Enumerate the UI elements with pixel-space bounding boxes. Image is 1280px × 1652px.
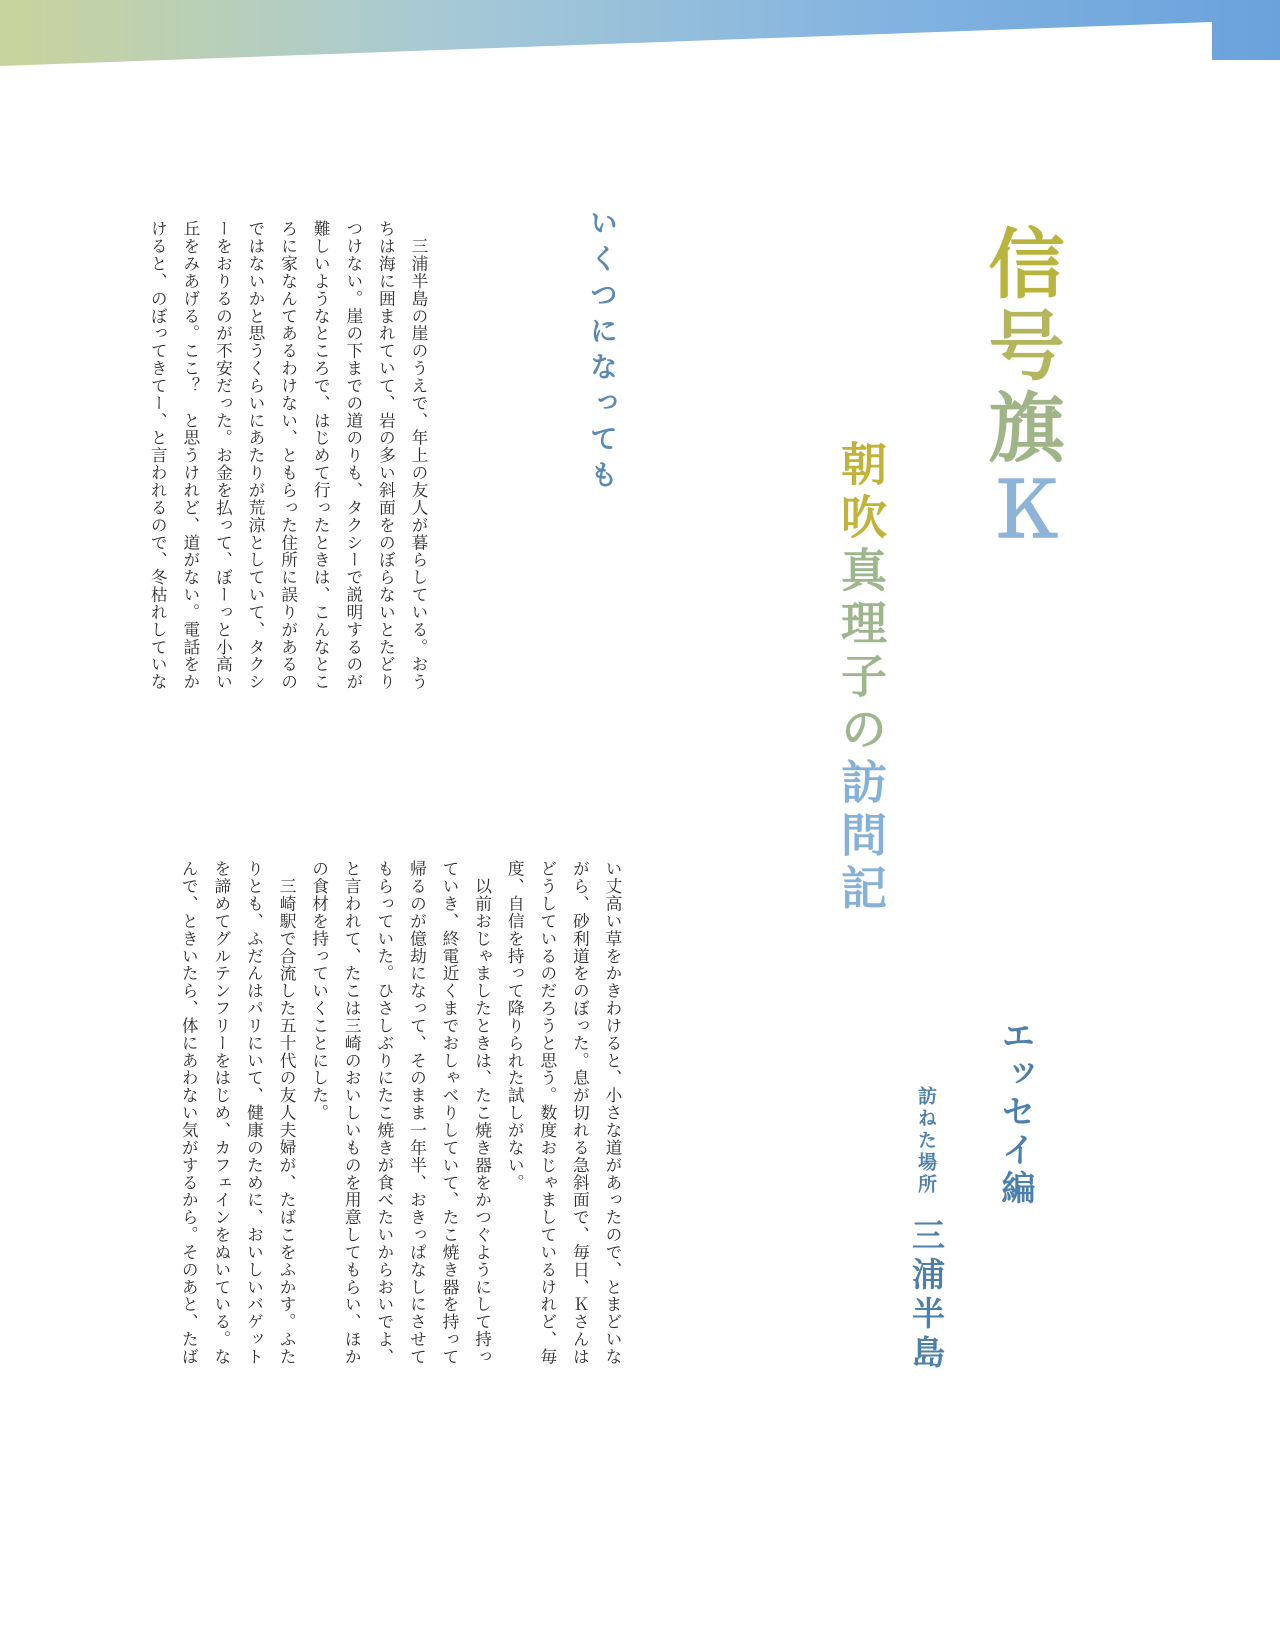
visited-place-label: 訪ねた場所 bbox=[915, 1086, 937, 1196]
body-text-upper: 三浦半島の崖のうえで、年上の友人が暮らしている。おう ちは海に囲まれていて、岩の多い斜面をのぼらないとたどり つけない。崖の下までの道のりも、タクシーで説明するのが 難しいようなところで、はじめて行ったときは、こんなとこ ろに家なんてあるわけない、ともらった住所に誤りがあるの ではないかと思うくらいにあたりが荒涼としていて、タクシ ーをおりるのが不安だった。お金を払って、ぼーっと小高い 丘をみあげる。ここ？ と思うけれど、道がない。電話をか けると、のぼってきてー、と言われるので、冬枯れしていな bbox=[148, 220, 429, 691]
title-char-4: Ｋ bbox=[976, 470, 1065, 552]
title-char-1: 信 bbox=[976, 224, 1065, 306]
subtitle-part-1: 朝吹 bbox=[834, 440, 888, 546]
article-subtitle bbox=[834, 440, 888, 917]
section-heading: いくつになっても bbox=[586, 208, 619, 496]
title-char-2: 号 bbox=[976, 306, 1065, 388]
essay-label: エッセイ編 bbox=[995, 1018, 1035, 1208]
title-char-3: 旗 bbox=[976, 388, 1065, 470]
subtitle-part-2: 真理子の bbox=[834, 546, 888, 758]
header-gradient-band bbox=[0, 0, 1280, 66]
magazine-title bbox=[976, 224, 1065, 552]
subtitle-part-3: 訪問記 bbox=[834, 758, 888, 917]
visited-place-name: 三浦半島 bbox=[907, 1218, 946, 1374]
body-text-lower: い丈高い草をかきわけると、小さな道があったので、とまどいな がら、砂利道をのぼった。息が切れる急斜面で、毎日、Ｋさんは どうしているのだろうと思う。数度おじゃましているけれど、毎 度、自信を持って降りられた試しがない。 以前おじゃましたときは、たこ焼き器をかつぐようにして持っ ていき、終電近くまでおしゃべりしていて、たこ焼き器を持って 帰るのが億劫になって、そのまま一年半、おきっぱなしにさせて もらっていた。ひさしぶりにたこ焼きが食べたいからおいでよ、 と言われて、たこは三崎のおいしいものを用意してもらい、ほか の食材を持っていくことにした。 三崎駅で合流した五十代の友人夫婦が、たばこをふかす。ふた りとも、ふだんはパリにいて、健康のために、おいしいバゲット を諦めてグルテンフリーをはじめ、カフェインをぬいている。な んで、ときいたら、体にあわない気がするから。そのあと、たば bbox=[179, 860, 623, 1366]
header-band-graphic bbox=[0, 0, 1280, 66]
